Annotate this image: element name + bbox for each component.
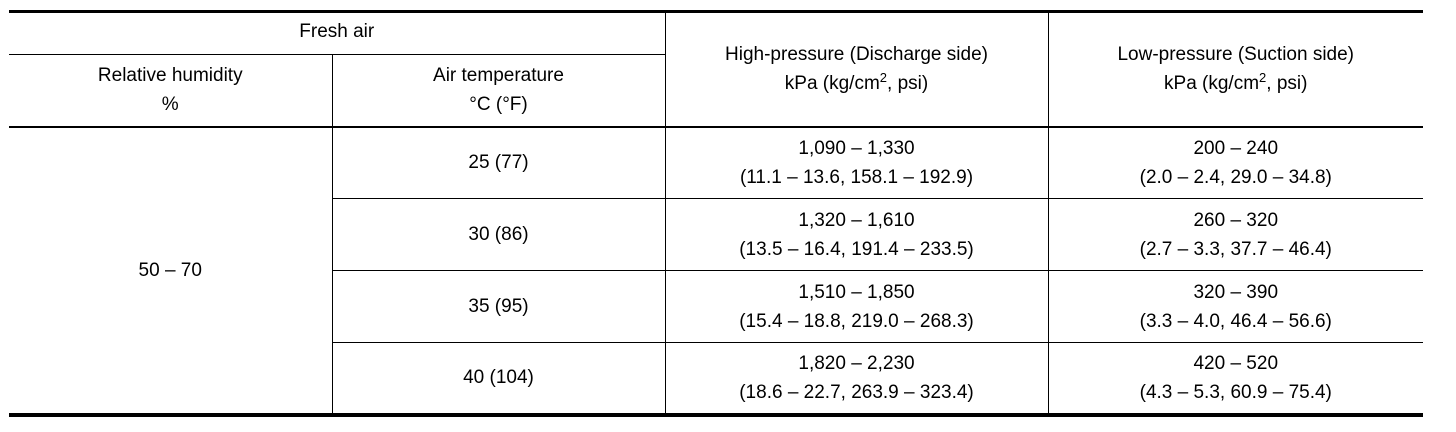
high-pressure-header [665, 12, 1048, 127]
temperature-cell: 25 (77) [332, 127, 665, 199]
temperature-cell: 40 (104) [332, 343, 665, 415]
high-pressure-cell: 1,510 – 1,850 (15.4 – 18.8, 219.0 – 268.3) [665, 271, 1048, 343]
relative-humidity-label: Relative humidity [97, 65, 243, 87]
temperature-cell: 35 (95) [332, 271, 665, 343]
high-pressure-unit: kPa ($kg/cm^2$, psi) [784, 70, 929, 95]
fresh-air-label: Fresh air [299, 21, 375, 42]
humidity-value-cell [9, 127, 332, 415]
low-pressure-title: Low-pressure (Suction side) [1117, 44, 1355, 66]
high-pressure-cell: 1,090 – 1,330 (11.1 – 13.6, 158.1 – 192.9) [665, 127, 1048, 199]
relative-humidity-unit: % [161, 94, 179, 116]
high-pressure-cell: 1,320 – 1,610 (13.5 – 16.4, 191.4 – 233.5) [665, 199, 1048, 271]
air-temperature-label: Air temperature [433, 65, 564, 87]
low-pressure-cell: 320 – 390 (3.3 – 4.0, 46.4 – 56.6) [1048, 271, 1423, 343]
low-pressure-unit: kPa ($kg/cm^2$, psi) [1164, 70, 1308, 95]
pressure-spec-table [9, 10, 1423, 417]
humidity-value: 50 – 70 [138, 259, 202, 281]
air-temperature-unit: °C (°F) [469, 94, 528, 116]
fresh-air-header [9, 12, 665, 55]
low-pressure-header [1048, 12, 1423, 127]
low-pressure-cell: 200 – 240 (2.0 – 2.4, 29.0 – 34.8) [1048, 127, 1423, 199]
high-pressure-cell: 1,820 – 2,230 (18.6 – 22.7, 263.9 – 323.4) [665, 343, 1048, 415]
table-row [9, 127, 1423, 199]
air-temperature-header [332, 55, 665, 127]
high-pressure-title: High-pressure (Discharge side) [725, 44, 988, 66]
temperature-cell: 30 (86) [332, 199, 665, 271]
relative-humidity-header [9, 55, 332, 127]
low-pressure-cell: 420 – 520 (4.3 – 5.3, 60.9 – 75.4) [1048, 343, 1423, 415]
low-pressure-cell: 260 – 320 (2.7 – 3.3, 37.7 – 46.4) [1048, 199, 1423, 271]
